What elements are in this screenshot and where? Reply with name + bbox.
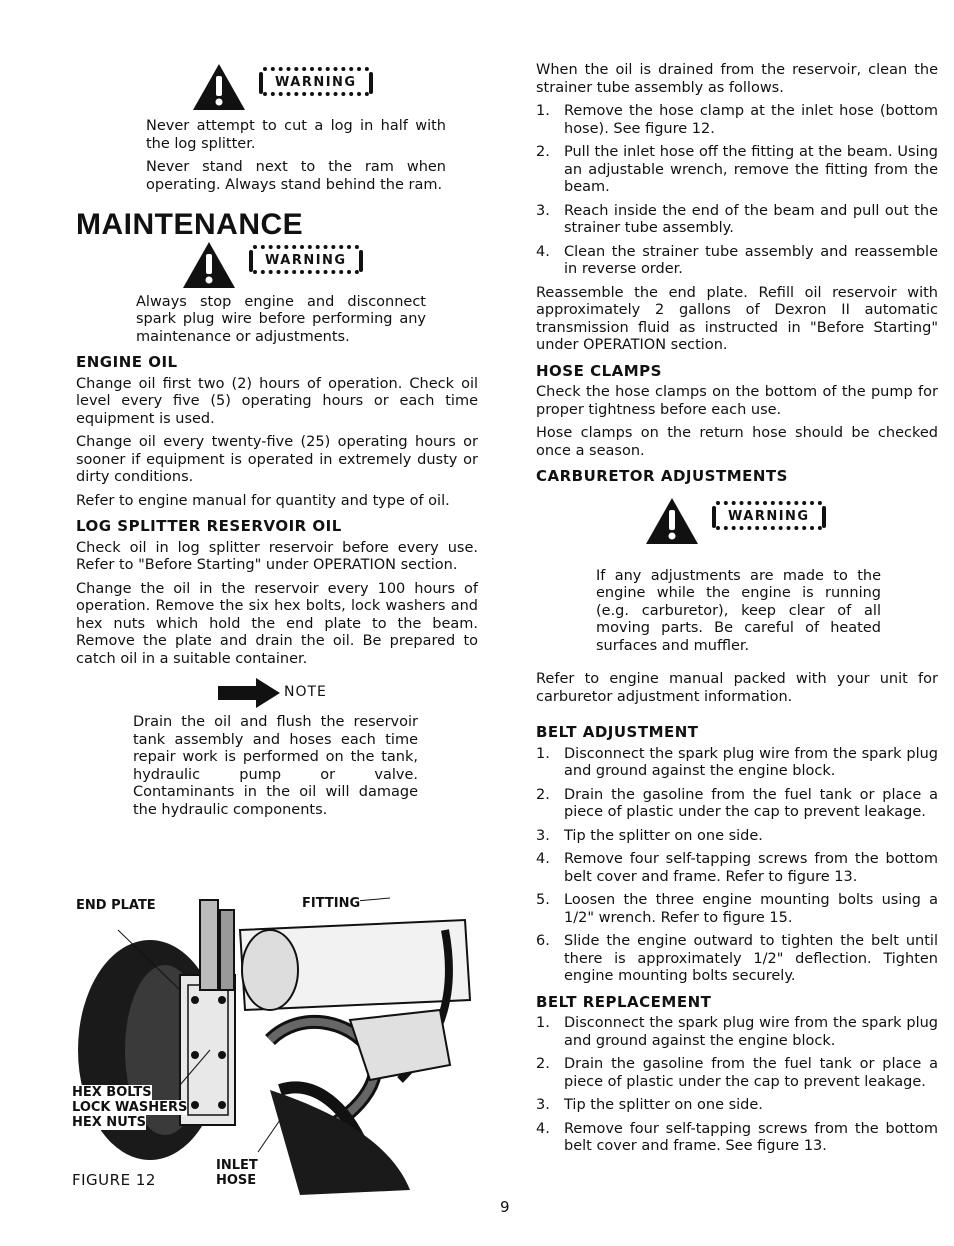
warning-header-3 [644,496,938,546]
hose-clamps-p1: Check the hose clamps on the bottom of the pump for proper tightness before each use. [536,384,938,418]
warning-header-2 [181,240,478,290]
belt-replacement-heading: BELT REPLACEMENT [536,992,712,1011]
label-end-plate: END PLATE [76,898,156,913]
list-item: 2. Drain the gasoline from the fuel tank or place a piece of plastic under the cap to prevent leakage. [536,786,938,820]
warning-triangle-icon [191,62,247,112]
list-item: 4. Remove four self-tapping screws from the bottom belt cover and frame. See figure 13. [536,1120,938,1154]
warning-section-3 [644,496,938,546]
warning-label: WARNING [257,72,375,94]
list-item: 1. Disconnect the spark plug wire from the spark plug and ground against the engine block. [536,745,938,779]
note-header [216,676,478,710]
carburetor-heading: CARBURETOR ADJUSTMENTS [536,467,788,485]
page-number: 9 [500,1198,510,1216]
warning-triangle-icon [181,240,237,290]
warning-label: WARNING [710,506,828,528]
arrow-right-icon [216,676,282,710]
note-text: Drain the oil and flush the reservoir tank assembly and hoses each time repair work is performed on the tank, hydraulic pump or valve. Contaminants in the oil will damage the hydraulic components. [133,714,418,818]
engine-oil-p1: Change oil first two (2) hours of operation. Check oil level every five (5) operating hours or each time equipment is used. [76,375,478,427]
list-item: 2. Drain the gasoline from the fuel tank or place a piece of plastic under the cap to prevent leakage. [536,1056,938,1090]
hose-clamps-p2: Hose clamps on the return hose should be checked once a season. [536,425,938,459]
label-hex-nuts: HEX NUTS [72,1115,146,1130]
list-item: 3. Reach inside the end of the beam and pull out the strainer tube assembly. [536,202,938,236]
list-item: 4. Clean the strainer tube assembly and reassemble in reverse order. [536,243,938,277]
figure-12 [70,890,478,1195]
label-inlet-hose: INLET HOSE [216,1158,260,1188]
warning-triangle-icon [644,496,700,546]
reservoir-oil-p2: Change the oil in the reservoir every 100 hours of operation. Remove the six hex bolts, lock washers and hex nuts which hold the end plate to the beam. Remove the plate and drain the oil. Be prepared to catch oil in a suitable container. [76,580,478,667]
engine-oil-p3: Refer to engine manual for quantity and type of oil. [76,492,450,509]
warning-section-1 [146,62,478,194]
warning-text-1b: Never stand next to the ram when operating. Always stand behind the ram. [146,159,446,193]
strainer-steps [536,103,938,279]
belt-adjustment-steps [536,746,938,986]
belt-adjustment-heading: BELT ADJUSTMENT [536,723,699,741]
warning-text-2: Always stop engine and disconnect spark plug wire before performing any maintenance or adjustments. [136,293,426,345]
reservoir-oil-p1: Check oil in log splitter reservoir before every use. Refer to "Before Starting" under OPERATION section. [76,539,478,573]
warning-label: WARNING [247,250,365,272]
carburetor-warning-text: If any adjustments are made to the engine while the engine is running (e.g. carburetor), keep clear of all moving parts. Be careful of heated surfaces and muffler. [596,567,881,654]
label-lock-washers: LOCK WASHERS [72,1100,188,1115]
reassemble-text: Reassemble the end plate. Refill oil reservoir with approximately 2 gallons of Dexron II automatic transmission fluid as instructed in "Before Starting" under OPERATION section. [536,284,938,353]
list-item: 5. Loosen the three engine mounting bolts using a 1/2" wrench. Refer to figure 15. [536,892,938,926]
log-splitter-illustration [70,890,478,1195]
engine-oil-p2: Change oil every twenty-five (25) operating hours or sooner if equipment is operated in extremely dusty or dirty conditions. [76,434,478,485]
warning-header-1 [191,62,478,112]
list-item: 1. Disconnect the spark plug wire from the spark plug and ground against the engine block. [536,1015,938,1049]
label-hex-bolts: HEX BOLTS [72,1085,152,1100]
list-item: 3. Tip the splitter on one side. [536,827,763,844]
carburetor-p1: Refer to engine manual packed with your unit for carburetor adjustment information. [536,671,938,705]
hose-clamps-heading: HOSE CLAMPS [536,361,662,380]
figure-caption: FIGURE 12 [72,1171,156,1189]
reservoir-oil-heading: LOG SPLITTER RESERVOIR OIL [76,517,342,535]
note-label: NOTE [284,684,327,701]
right-column [536,62,938,1162]
label-fitting: FITTING [302,896,361,911]
warning-text-1a: Never attempt to cut a log in half with the log splitter. [146,118,446,152]
list-item: 1. Remove the hose clamp at the inlet hose (bottom hose). See figure 12. [536,103,938,137]
strainer-intro: When the oil is drained from the reservoir, clean the strainer tube assembly as follows. [536,62,938,96]
list-item: 4. Remove four self-tapping screws from the bottom belt cover and frame. Refer to figure 13. [536,851,938,885]
belt-replacement-steps [536,1015,938,1156]
list-item: 3. Tip the splitter on one side. [536,1097,763,1113]
list-item: 6. Slide the engine outward to tighten the belt until there is approximately 1/2" deflection. Tighten engine mounting bolts securely. [536,933,938,984]
warning-section-2 [136,240,478,347]
section-title: MAINTENANCE [76,208,304,241]
engine-oil-heading: ENGINE OIL [76,353,178,371]
list-item: 2. Pull the inlet hose off the fitting at the beam. Using an adjustable wrench, remove the fitting from the beam. [536,144,938,195]
left-column [76,62,478,825]
